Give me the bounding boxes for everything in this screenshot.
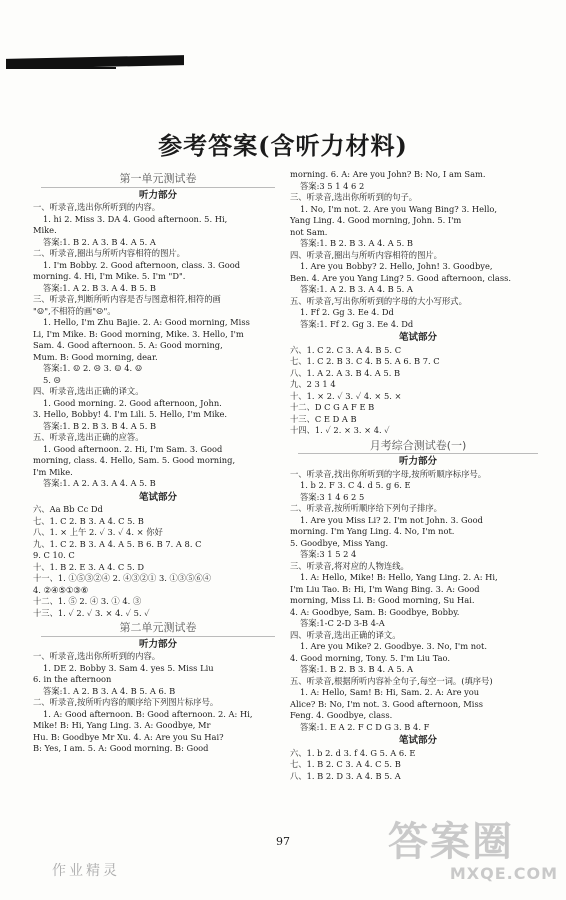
content-line: morning, class. 4. Hello, Sam. 5. Good morning, [33, 455, 236, 465]
content-line-indented: 答案:3 5 1 4 6 2 [300, 180, 365, 191]
content-line-indented: 1. Are you Bobby? 2. Hello, John! 3. Goodbye, [300, 261, 493, 271]
content-line-indented: 答案:1. A 2. B 3. A 4. B 5. B [43, 282, 156, 293]
content-line: 一、听录音,选出你所听到的内容。 [33, 202, 161, 212]
content-line: 二、听录音,按所听内容的顺序给下列图片标序号。 [33, 697, 219, 707]
content-line: 一、听录音,选出你所听到的内容。 [33, 651, 161, 661]
content-line: 五、听录音,写出你所听到的字母的大小写形式。 [290, 295, 467, 306]
section-title [290, 440, 546, 455]
page-number: 97 [276, 835, 290, 848]
content-line-indented: 答案:1-C 2-D 3-B 4-A [300, 618, 385, 628]
section-title-text: 第二单元测试卷 [119, 621, 197, 634]
content-line-indented: 答案:1. B 2. B 3. B 4. A 5. B [43, 420, 157, 431]
part-heading: 听力部分 [398, 456, 437, 467]
section-title-text: 第一单元测试卷 [119, 172, 197, 185]
content-line: 十、1. × 2. ✓ 3. ✓ 4. × 5. × [290, 390, 402, 401]
content-line: 十二、D C G A F E B [290, 402, 375, 412]
content-line: 八、1. B 2. D 3. A 4. B 5. A [290, 770, 401, 781]
content-line: Yang Ling. 4. Good morning, John. 5. I'm [290, 215, 462, 225]
content-line-indented: 1. DE 2. Bobby 3. Sam 4. yes 5. Miss Liu [43, 662, 214, 673]
content-line: Mike! B: Hi, Yang Ling. 3. A: Goodbye, Mr [33, 720, 211, 730]
content-line: 十四、1. ✓ 2. × 3. × 4. ✓ [290, 425, 390, 435]
right-column [290, 169, 546, 782]
content-line: 二、听录音,圈出与所听内容相符的图片。 [33, 248, 185, 258]
content-line: I'm Mike. [33, 466, 73, 477]
content-line: 十、1. B 2. E 3. A 4. C 5. D [33, 561, 145, 572]
content-line: 4. ②④⑤①③⑥ [33, 584, 89, 595]
content-line: 八、1. A 2. A 3. B 4. A 5. B [290, 367, 401, 378]
watermark-logo [388, 820, 558, 890]
content-line-indented: 1. A: Hello, Mike! B: Hello, Yang Ling. 2. A: Hi, [300, 572, 498, 582]
content-line-indented: 答案:3 1 5 2 4 [300, 549, 357, 559]
left-column [33, 170, 283, 755]
content-line: 9. C 10. C [33, 550, 75, 560]
content-line: "☺",不相符的画"☹"。 [33, 305, 116, 316]
content-line-indented: 答案:1. A 2. B 3. A 4. B 5. A [300, 284, 413, 294]
content-line-indented: 1. hi 2. Miss 3. DA 4. Good afternoon. 5. Hi, [43, 213, 228, 224]
content-line: morning, Miss Li. B: Good morning, Su Hai. [290, 595, 475, 605]
answer-faces-line: 5. ☹ [43, 374, 61, 385]
content-line-indented: 1. b 2. F 3. C 4. d 5. g 6. E [300, 480, 411, 490]
content-line: 6. in the afternoon [33, 674, 112, 684]
content-line: 四、听录音,选出正确的译文。 [290, 629, 401, 640]
content-line: Ben. 4. Are you Yang Ling? 5. Good afternoon, class. [290, 272, 512, 283]
content-line: 3. Hello, Bobby! 4. I'm Lili. 5. Hello, I'm Mike. [33, 409, 228, 419]
content-line: I'm Liu Tao. B: Hi, I'm Wang Bing. 3. A: Good [290, 583, 480, 594]
content-line-indented: 答案:1. A 2. B 3. A 4. B 5. A 6. B [43, 685, 176, 696]
content-line: 六、1. C 2. C 3. A 4. B 5. C [290, 344, 402, 355]
content-line-indented: 答案:1. A 2. A 3. A 4. A 5. B [43, 478, 156, 488]
content-line-indented: 1. A: Good afternoon. B: Good afternoon. 2. A: Hi, [43, 708, 253, 719]
section-rule [298, 453, 538, 454]
content-line-indented: 答案:3 1 4 6 2 5 [300, 491, 365, 502]
content-line-indented: 1. Good afternoon. 2. Hi, I'm Sam. 3. Good [43, 443, 223, 454]
content-line: 六、Aa Bb Cc Dd [33, 504, 103, 514]
content-line: Alice? B: No, I'm not. 3. Good afternoon, Miss [290, 698, 483, 709]
content-line: 十三、1. ✓ 2. ✓ 3. × 4. ✓ 5. ✓ [33, 607, 150, 618]
content-line-indented: 1. Are you Mike? 2. Goodbye. 3. No, I'm not. [300, 641, 488, 651]
part-heading: 笔试部分 [138, 491, 177, 503]
section-title [33, 622, 283, 637]
content-line: 二、听录音,按所听顺序给下列句子排序。 [290, 503, 442, 513]
content-line-indented: 1. Hello, I'm Zhu Bajie. 2. A: Good morning, Miss [43, 317, 250, 327]
content-line-indented: 1. Are you Miss Li? 2. I'm not John. 3. Good [300, 514, 483, 525]
content-line: Mum. B: Good morning, dear. [33, 351, 158, 362]
section-rule [41, 187, 275, 188]
answer-faces-line: 答案:1. ☺ 2. ☹ 3. ☺ 4. ☺ [43, 363, 143, 373]
watermark-big: 答案圈 [388, 819, 514, 865]
content-line: B: Yes, I am. 5. A: Good morning. B: Good [33, 743, 209, 753]
content-line-indented: 1. Ff 2. Gg 3. Ee 4. Dd [300, 307, 394, 317]
part-heading: 笔试部分 [398, 332, 437, 343]
content-line-indented: 1. I'm Bobby. 2. Good afternoon, class. 3. Good [43, 259, 241, 270]
content-line: Hu. B: Goodbye Mr Xu. 4. A: Are you Su Hai? [33, 731, 224, 742]
content-line: 五、听录音,选出正确的应答。 [33, 432, 144, 442]
content-line: 七、1. C 2. B 3. A 4. C 5. B [33, 515, 144, 526]
content-line: 四、听录音,选出正确的译文。 [33, 386, 144, 396]
page-title: 参考答案(含听力材料) [158, 131, 408, 160]
content-line: 十二、1. ⑤ 2. ④ 3. ① 4. ③ [33, 596, 142, 606]
section-rule [41, 636, 275, 637]
content-line: 九、1. C 2. B 3. A 4. A 5. B 6. B 7. A 8. C [33, 538, 202, 549]
content-line: 六、1. b 2. d 3. f 4. G 5. A 6. E [290, 747, 416, 758]
content-line-indented: 1. A: Hello, Sam! B: Hi, Sam. 2. A: Are you [300, 687, 480, 697]
stamp-text: 作业精灵 [52, 863, 120, 879]
content-line: morning. I'm Yang Ling. 4. No, I'm not. [290, 526, 455, 536]
content-line: morning. 6. A: Are you John? B: No, I am Sam. [290, 169, 486, 179]
section-title-text: 月考综合测试卷(一) [369, 438, 467, 452]
content-line: 十三、C E D A B [290, 413, 357, 424]
watermark-small: MXQE.COM [449, 864, 558, 883]
content-line: 八、1. × 上午 2. ✓ 3. ✓ 4. × 你好 [33, 527, 163, 537]
content-line-indented: 答案:1. E A 2. F C D G 3. B 4. F [300, 721, 430, 732]
content-line: Sam. 4. Good afternoon. 5. A: Good morning, [33, 340, 223, 350]
header-bar-thin [6, 67, 116, 69]
content-line: Li, I'm Mike. B: Good morning, Mike. 3. Hello, I'm [33, 328, 244, 339]
part-heading: 笔试部分 [398, 735, 437, 746]
content-line: not Sam. [290, 226, 328, 237]
content-line-indented: 答案:1. Ff 2. Gg 3. Ee 4. Dd [300, 318, 414, 329]
content-line-indented: 答案:1. B 2. A 3. B 4. A 5. A [43, 236, 156, 247]
content-line: 4. A: Goodbye, Sam. B: Goodbye, Bobby. [290, 606, 460, 617]
content-line-indented: 1. No, I'm not. 2. Are you Wang Bing? 3. Hello, [300, 203, 497, 214]
content-line: 4. Good morning, Tony. 5. I'm Liu Tao. [290, 652, 451, 663]
content-line: 九、2 3 1 4 [290, 379, 336, 389]
content-line: 五、听录音,根据所听内容补全句子,每空一词。(填序号) [290, 675, 493, 686]
content-line-indented: 1. Good morning. 2. Good afternoon, John. [43, 397, 222, 408]
content-line: Mike. [33, 225, 57, 235]
content-line: morning. 4. Hi, I'm Mike. 5. I'm "D". [33, 271, 186, 281]
section-title [33, 173, 283, 188]
content-line: 一、听录音,找出你所听到的字母,按所听顺序标序号。 [290, 468, 487, 479]
content-line: 七、1. C 2. B 3. C 4. B 5. A 6. B 7. C [290, 356, 440, 366]
content-line: 十一、1. ①⑤③②④ 2. ④③②① 3. ①③⑤⑥④ [33, 573, 211, 583]
part-heading: 听力部分 [138, 638, 177, 650]
content-line: 三、听录音,选出你所听到的句子。 [290, 192, 418, 202]
content-line: 三、听录音,判断所听内容是否与图意相符,相符的画 [33, 294, 221, 304]
content-line: 5. Goodbye, Miss Yang. [290, 537, 389, 548]
content-line-indented: 答案:1. B 2. B 3. A 4. A 5. B [300, 238, 413, 248]
content-line: Feng. 4. Goodbye, class. [290, 710, 393, 720]
content-line-indented: 答案:1. B 2. B 3. B 4. A 5. A [300, 664, 413, 674]
content-line: 三、听录音,将对应的人物连线。 [290, 560, 409, 571]
part-heading: 听力部分 [138, 189, 177, 201]
content-line: 四、听录音,圈出与所听内容相符的图片。 [290, 249, 442, 260]
content-line: 七、1. B 2. C 3. A 4. C 5. B [290, 759, 401, 769]
